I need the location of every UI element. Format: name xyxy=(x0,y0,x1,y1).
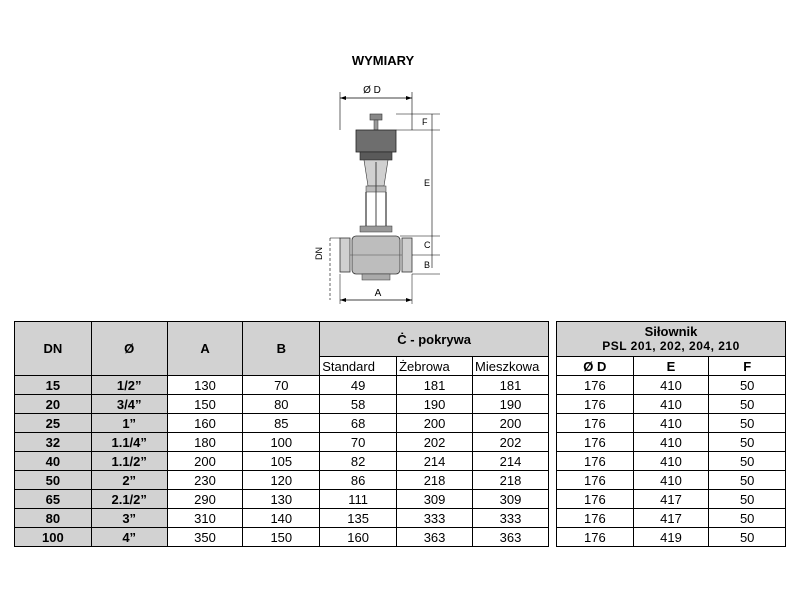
table-row xyxy=(15,471,549,490)
cell-e: 410 xyxy=(633,376,709,395)
cell-mieszkowa: 309 xyxy=(473,490,549,509)
cell-diameter: 3” xyxy=(91,509,167,528)
cell-b: 105 xyxy=(243,452,320,471)
cell-dn: 50 xyxy=(15,471,92,490)
cell-od: 176 xyxy=(557,452,634,471)
cell-standard: 86 xyxy=(320,471,397,490)
cell-mieszkowa: 181 xyxy=(473,376,549,395)
table-row xyxy=(557,395,786,414)
dim-label-a: A xyxy=(374,288,382,299)
cell-diameter: 1.1/2” xyxy=(91,452,167,471)
cell-od: 176 xyxy=(557,395,634,414)
cell-od: 176 xyxy=(557,471,634,490)
cell-f: 50 xyxy=(709,395,786,414)
col-header-od: Ø D xyxy=(557,357,634,376)
cell-diameter: 1.1/4” xyxy=(91,433,167,452)
table-row xyxy=(15,414,549,433)
valve-dimensions-table xyxy=(14,321,549,547)
cell-diameter: 3/4” xyxy=(91,395,167,414)
cell-od: 176 xyxy=(557,509,634,528)
dim-label-f: F xyxy=(422,117,428,127)
cell-f: 50 xyxy=(709,471,786,490)
cell-standard: 68 xyxy=(320,414,397,433)
col-header-zebrowa: Żebrowa xyxy=(397,357,473,376)
cell-dn: 80 xyxy=(15,509,92,528)
cell-a: 200 xyxy=(167,452,243,471)
cell-od: 176 xyxy=(557,490,634,509)
cell-f: 50 xyxy=(709,433,786,452)
cell-zebrowa: 181 xyxy=(397,376,473,395)
table-row xyxy=(557,528,786,547)
table-row xyxy=(15,395,549,414)
col-header-b: B xyxy=(243,322,320,376)
cell-mieszkowa: 200 xyxy=(473,414,549,433)
cell-f: 50 xyxy=(709,509,786,528)
col-header-a: A xyxy=(167,322,243,376)
table-row xyxy=(15,452,549,471)
cell-standard: 82 xyxy=(320,452,397,471)
cell-b: 150 xyxy=(243,528,320,547)
table-row xyxy=(15,433,549,452)
cell-a: 150 xyxy=(167,395,243,414)
cell-standard: 160 xyxy=(320,528,397,547)
cell-mieszkowa: 190 xyxy=(473,395,549,414)
cell-standard: 111 xyxy=(320,490,397,509)
cell-dn: 40 xyxy=(15,452,92,471)
col-group-silownik xyxy=(557,322,786,357)
table-row xyxy=(557,452,786,471)
cell-zebrowa: 200 xyxy=(397,414,473,433)
cell-b: 130 xyxy=(243,490,320,509)
cell-standard: 70 xyxy=(320,433,397,452)
cell-diameter: 4” xyxy=(91,528,167,547)
table-row xyxy=(15,490,549,509)
cell-e: 410 xyxy=(633,414,709,433)
col-header-diameter: Ø xyxy=(91,322,167,376)
actuator-group-models: PSL 201, 202, 204, 210 xyxy=(602,339,740,353)
cell-a: 230 xyxy=(167,471,243,490)
cell-zebrowa: 218 xyxy=(397,471,473,490)
cell-f: 50 xyxy=(709,528,786,547)
cell-zebrowa: 333 xyxy=(397,509,473,528)
cell-f: 50 xyxy=(709,376,786,395)
cell-e: 410 xyxy=(633,471,709,490)
cell-a: 290 xyxy=(167,490,243,509)
table-row xyxy=(557,471,786,490)
actuator-dimensions-table xyxy=(556,321,786,547)
table-row xyxy=(15,528,549,547)
valve-dimensions-body xyxy=(15,376,549,547)
cell-mieszkowa: 202 xyxy=(473,433,549,452)
cell-standard: 135 xyxy=(320,509,397,528)
table-row xyxy=(15,509,549,528)
cell-zebrowa: 202 xyxy=(397,433,473,452)
dim-label-c: C xyxy=(424,240,431,250)
cell-b: 70 xyxy=(243,376,320,395)
actuator-group-title: Siłownik xyxy=(644,324,698,339)
cell-dn: 32 xyxy=(15,433,92,452)
cell-dn: 100 xyxy=(15,528,92,547)
cell-a: 160 xyxy=(167,414,243,433)
cell-e: 410 xyxy=(633,395,709,414)
cell-standard: 49 xyxy=(320,376,397,395)
cell-od: 176 xyxy=(557,528,634,547)
cell-b: 80 xyxy=(243,395,320,414)
cell-mieszkowa: 218 xyxy=(473,471,549,490)
cell-zebrowa: 190 xyxy=(397,395,473,414)
cell-e: 410 xyxy=(633,452,709,471)
col-header-e: E xyxy=(633,357,709,376)
table-row xyxy=(557,433,786,452)
cell-dn: 20 xyxy=(15,395,92,414)
cell-od: 176 xyxy=(557,433,634,452)
cell-zebrowa: 363 xyxy=(397,528,473,547)
cell-od: 176 xyxy=(557,414,634,433)
col-header-standard: Standard xyxy=(320,357,397,376)
table-row xyxy=(557,490,786,509)
dim-label-e: E xyxy=(424,178,431,188)
col-header-dn: DN xyxy=(15,322,92,376)
cell-b: 120 xyxy=(243,471,320,490)
cell-diameter: 1” xyxy=(91,414,167,433)
cell-diameter: 2” xyxy=(91,471,167,490)
cell-f: 50 xyxy=(709,490,786,509)
cell-dn: 25 xyxy=(15,414,92,433)
table-row xyxy=(557,509,786,528)
actuator-dimensions-body xyxy=(557,376,786,547)
cell-b: 85 xyxy=(243,414,320,433)
table-row xyxy=(557,414,786,433)
cell-e: 417 xyxy=(633,490,709,509)
cell-diameter: 2.1/2” xyxy=(91,490,167,509)
cell-e: 419 xyxy=(633,528,709,547)
col-header-mieszkowa: Mieszkowa xyxy=(473,357,549,376)
cell-a: 180 xyxy=(167,433,243,452)
col-group-c-pokrywa: Ċ - pokrywa xyxy=(320,322,549,357)
cell-zebrowa: 309 xyxy=(397,490,473,509)
col-header-f: F xyxy=(709,357,786,376)
cell-e: 410 xyxy=(633,433,709,452)
cell-zebrowa: 214 xyxy=(397,452,473,471)
dim-label-od: Ø D xyxy=(363,85,381,96)
cell-f: 50 xyxy=(709,452,786,471)
cell-a: 310 xyxy=(167,509,243,528)
dim-label-dn: DN xyxy=(314,247,324,260)
cell-e: 417 xyxy=(633,509,709,528)
cell-a: 350 xyxy=(167,528,243,547)
table-row xyxy=(557,376,786,395)
dim-label-b: B xyxy=(424,260,431,270)
cell-mieszkowa: 333 xyxy=(473,509,549,528)
cell-b: 100 xyxy=(243,433,320,452)
valve-dimension-drawing xyxy=(300,78,450,308)
page-title: WYMIARY xyxy=(351,53,415,68)
cell-b: 140 xyxy=(243,509,320,528)
cell-dn: 15 xyxy=(15,376,92,395)
cell-od: 176 xyxy=(557,376,634,395)
cell-dn: 65 xyxy=(15,490,92,509)
cell-mieszkowa: 214 xyxy=(473,452,549,471)
cell-diameter: 1/2” xyxy=(91,376,167,395)
cell-mieszkowa: 363 xyxy=(473,528,549,547)
cell-a: 130 xyxy=(167,376,243,395)
table-row xyxy=(15,376,549,395)
cell-f: 50 xyxy=(709,414,786,433)
cell-standard: 58 xyxy=(320,395,397,414)
